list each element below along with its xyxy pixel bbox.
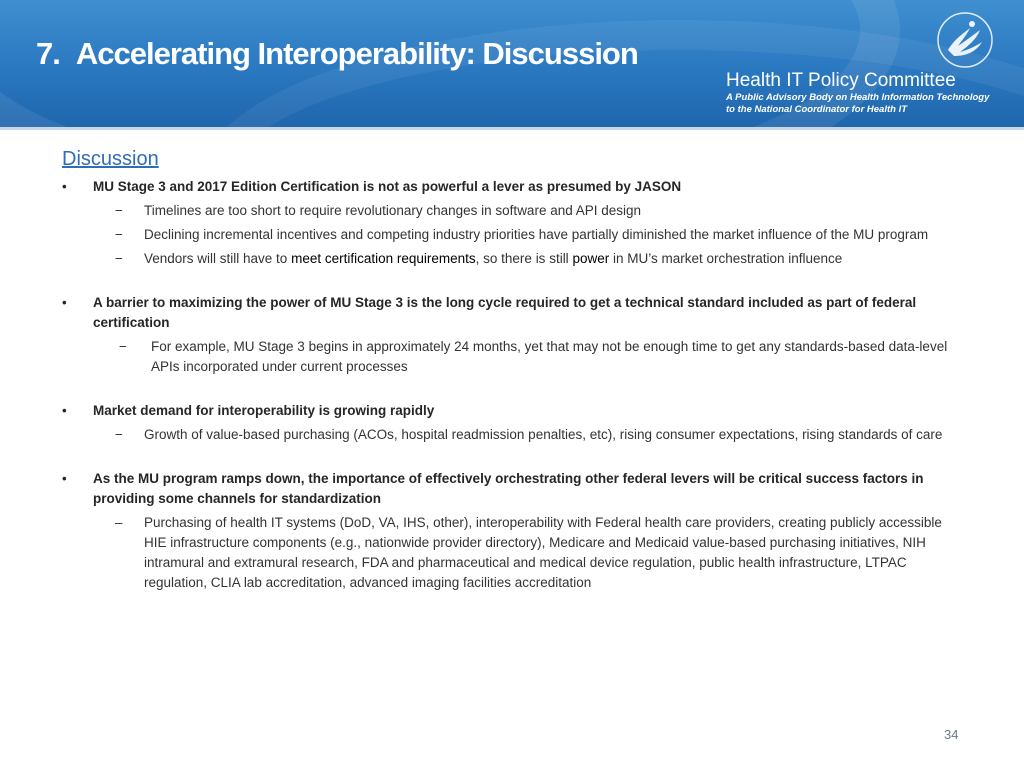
- org-branding: [726, 70, 989, 116]
- sub-item: [62, 249, 967, 269]
- header-divider: [0, 127, 1024, 130]
- bullet-item: [62, 469, 967, 509]
- sub-item-text: Declining incremental incentives and competing industry priorities have partially diminished the market influence of the MU program: [144, 227, 929, 242]
- section-heading: Discussion: [62, 148, 159, 170]
- bullet-text: MU Stage 3 and 2017 Edition Certification is not as powerful a lever as presumed by JASON: [93, 179, 682, 194]
- title-number: 7.: [36, 36, 60, 71]
- dash-marker: −: [115, 203, 123, 218]
- sub-item: [62, 513, 967, 593]
- bullet-item: [62, 401, 967, 421]
- bullet-text: As the MU program ramps down, the importance of effectively orchestrating other federal levers will be critical success factors in providing some channels for standardization: [93, 471, 924, 506]
- sub-item-text-part: , so there is still: [475, 251, 573, 266]
- hhs-eagle-icon: [936, 10, 994, 70]
- highlight-text: meet certification requirements: [291, 251, 476, 266]
- dash-marker: −: [115, 251, 123, 266]
- sub-item-text: Growth of value-based purchasing (ACOs, hospital readmission penalties, etc), rising consumer expectations, rising standards of care: [144, 427, 943, 442]
- org-name: Health IT Policy Committee: [726, 70, 956, 91]
- sub-item: [62, 425, 967, 445]
- sub-item-text: For example, MU Stage 3 begins in approximately 24 months, yet that may not be enough time to get any standards-based data-level APIs incorporated under current processes: [151, 339, 948, 374]
- slide-title: [36, 36, 638, 72]
- sub-item-text-part: in MU’s market orchestration influence: [609, 251, 843, 266]
- slide-body: [62, 148, 967, 593]
- dash-marker: −: [119, 339, 127, 354]
- bullet-item: [62, 177, 967, 197]
- sub-item: [62, 201, 967, 221]
- sub-item: [62, 337, 967, 377]
- bullet-marker: •: [62, 295, 67, 310]
- page-number: 34: [944, 727, 959, 742]
- bullet-marker: •: [62, 179, 67, 194]
- bullet-marker: •: [62, 403, 67, 418]
- highlight-text: power: [572, 251, 610, 266]
- sub-item-text-part: Vendors will still have to: [144, 251, 292, 266]
- sub-item-text: Purchasing of health IT systems (DoD, VA, IHS, other), interoperability with Federal health care providers, creating publicly accessible HIE infrastructure components (e.g., nationwide provider directory), Medicare and Medicaid value-based purchasing initiatives, NIH intramural and extramural research, FDA and pharmaceutical and medical device regulation, public health infrastructure, LTPAC regulation, CLIA lab accreditation, advanced imaging facilities accreditation: [144, 515, 942, 590]
- sub-item-text: Timelines are too short to require revolutionary changes in software and API design: [144, 203, 642, 218]
- bullet-text: A barrier to maximizing the power of MU Stage 3 is the long cycle required to get a technical standard included as part of federal certification: [93, 295, 917, 330]
- endash-marker: –: [115, 515, 123, 530]
- dash-marker: −: [115, 427, 123, 442]
- org-subtitle-line-1: A Public Advisory Body on Health Information Technology: [726, 92, 990, 103]
- bullet-text: Market demand for interoperability is growing rapidly: [93, 403, 435, 418]
- bullet-item: [62, 293, 967, 333]
- org-subtitle-line-2: to the National Coordinator for Health IT: [726, 104, 908, 115]
- sub-item: [62, 225, 967, 245]
- dash-marker: −: [115, 227, 123, 242]
- bullet-marker: •: [62, 471, 67, 486]
- title-text: Accelerating Interoperability: Discussion: [75, 36, 638, 71]
